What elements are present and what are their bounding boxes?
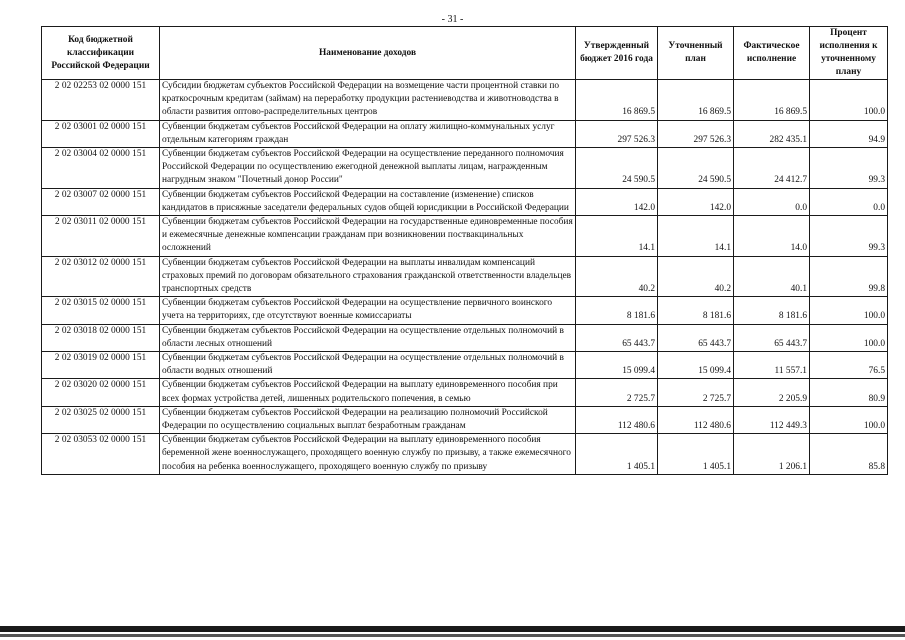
table-row: [42, 297, 888, 324]
cell-percent: 100.0: [810, 80, 888, 121]
cell-revised: 112 480.6: [658, 406, 734, 433]
cell-approved: 2 725.7: [576, 379, 658, 406]
cell-actual: 282 435.1: [734, 120, 810, 147]
cell-revised: 8 181.6: [658, 297, 734, 324]
header-actual: Фактическое исполнение: [734, 27, 810, 80]
cell-revised: 16 869.5: [658, 80, 734, 121]
cell-code: 2 02 03053 02 0000 151: [42, 434, 160, 475]
cell-name: Субвенции бюджетам субъектов Российской Федерации на составление (изменение) списков кандидатов в присяжные заседатели федеральных судов общей юрисдикции в Российской Федерации: [160, 188, 576, 215]
header-approved: Утвержденный бюджет 2016 года: [576, 27, 658, 80]
cell-actual: 24 412.7: [734, 148, 810, 189]
cell-approved: 65 443.7: [576, 324, 658, 351]
income-table: [41, 26, 888, 475]
page-number: - 31 -: [441, 14, 464, 25]
cell-name: Субвенции бюджетам субъектов Российской Федерации на осуществление переданного полномочия Российской Федерации по осуществлению ежегодной денежной выплаты лицам, награжденным нагрудным знаком "Почетный донор России": [160, 148, 576, 189]
cell-actual: 11 557.1: [734, 352, 810, 379]
cell-actual: 2 205.9: [734, 379, 810, 406]
cell-code: 2 02 03001 02 0000 151: [42, 120, 160, 147]
cell-percent: 76.5: [810, 352, 888, 379]
cell-percent: 100.0: [810, 406, 888, 433]
cell-code: 2 02 03020 02 0000 151: [42, 379, 160, 406]
header-percent: Процент исполнения к уточненному плану: [810, 27, 888, 80]
cell-code: 2 02 03004 02 0000 151: [42, 148, 160, 189]
scan-edge-bar-thin: [0, 634, 905, 637]
cell-code: 2 02 03012 02 0000 151: [42, 256, 160, 297]
cell-approved: 16 869.5: [576, 80, 658, 121]
cell-name: Субвенции бюджетам субъектов Российской Федерации на осуществление первичного воинского учета на территориях, где отсутствуют военные комиссариаты: [160, 297, 576, 324]
table-row: [42, 216, 888, 257]
scan-edge-bar: [0, 626, 905, 632]
cell-approved: 15 099.4: [576, 352, 658, 379]
cell-approved: 1 405.1: [576, 434, 658, 475]
table-row: [42, 120, 888, 147]
cell-actual: 112 449.3: [734, 406, 810, 433]
cell-code: 2 02 03018 02 0000 151: [42, 324, 160, 351]
cell-code: 2 02 03011 02 0000 151: [42, 216, 160, 257]
cell-code: 2 02 02253 02 0000 151: [42, 80, 160, 121]
table-header-row: [42, 27, 888, 80]
cell-approved: 112 480.6: [576, 406, 658, 433]
cell-revised: 2 725.7: [658, 379, 734, 406]
cell-percent: 99.8: [810, 256, 888, 297]
table-row: [42, 80, 888, 121]
cell-name: Субсидии бюджетам субъектов Российской Федерации на возмещение части процентной ставки по краткосрочным кредитам (займам) на переработку продукции растениеводства и животноводства в области развития оптово-распределительных центров: [160, 80, 576, 121]
cell-code: 2 02 03025 02 0000 151: [42, 406, 160, 433]
cell-name: Субвенции бюджетам субъектов Российской Федерации на осуществление отдельных полномочий в области водных отношений: [160, 352, 576, 379]
cell-revised: 14.1: [658, 216, 734, 257]
cell-name: Субвенции бюджетам субъектов Российской Федерации на осуществление отдельных полномочий в области лесных отношений: [160, 324, 576, 351]
cell-name: Субвенции бюджетам субъектов Российской Федерации на выплату единовременного пособия беременной жене военнослужащего, проходящего военную службу по призыву, а также ежемесячного пособия на ребенка военнослужащего, проходящего военную службу по призыву: [160, 434, 576, 475]
cell-actual: 0.0: [734, 188, 810, 215]
cell-revised: 1 405.1: [658, 434, 734, 475]
table-row: [42, 188, 888, 215]
cell-name: Субвенции бюджетам субъектов Российской Федерации на выплаты инвалидам компенсаций страховых премий по договорам обязательного страхования гражданской ответственности владельцев транспортных средств: [160, 256, 576, 297]
cell-revised: 15 099.4: [658, 352, 734, 379]
table-body: [42, 80, 888, 475]
cell-percent: 99.3: [810, 216, 888, 257]
cell-name: Субвенции бюджетам субъектов Российской Федерации на государственные единовременные пособия и ежемесячные денежные компенсации гражданам при возникновении поствакцинальных осложнений: [160, 216, 576, 257]
cell-actual: 16 869.5: [734, 80, 810, 121]
cell-revised: 297 526.3: [658, 120, 734, 147]
cell-name: Субвенции бюджетам субъектов Российской Федерации на оплату жилищно-коммунальных услуг отдельным категориям граждан: [160, 120, 576, 147]
cell-percent: 85.8: [810, 434, 888, 475]
cell-name: Субвенции бюджетам субъектов Российской Федерации на выплату единовременного пособия при всех формах устройства детей, лишенных родительского попечения, в семью: [160, 379, 576, 406]
cell-revised: 65 443.7: [658, 324, 734, 351]
cell-percent: 94.9: [810, 120, 888, 147]
header-code: Код бюджетной классификации Российской Федерации: [42, 27, 160, 80]
table-row: [42, 379, 888, 406]
cell-actual: 1 206.1: [734, 434, 810, 475]
table-row: [42, 406, 888, 433]
cell-revised: 40.2: [658, 256, 734, 297]
cell-revised: 24 590.5: [658, 148, 734, 189]
cell-approved: 40.2: [576, 256, 658, 297]
table-row: [42, 434, 888, 475]
cell-approved: 142.0: [576, 188, 658, 215]
cell-approved: 14.1: [576, 216, 658, 257]
header-revised: Уточненный план: [658, 27, 734, 80]
cell-actual: 65 443.7: [734, 324, 810, 351]
cell-code: 2 02 03019 02 0000 151: [42, 352, 160, 379]
cell-actual: 14.0: [734, 216, 810, 257]
table-row: [42, 256, 888, 297]
cell-percent: 99.3: [810, 148, 888, 189]
cell-actual: 40.1: [734, 256, 810, 297]
cell-actual: 8 181.6: [734, 297, 810, 324]
cell-percent: 0.0: [810, 188, 888, 215]
cell-percent: 100.0: [810, 324, 888, 351]
table-row: [42, 352, 888, 379]
cell-percent: 100.0: [810, 297, 888, 324]
table-row: [42, 148, 888, 189]
cell-code: 2 02 03015 02 0000 151: [42, 297, 160, 324]
table-row: [42, 324, 888, 351]
cell-approved: 8 181.6: [576, 297, 658, 324]
cell-revised: 142.0: [658, 188, 734, 215]
cell-name: Субвенции бюджетам субъектов Российской Федерации на реализацию полномочий Российской Федерации по осуществлению социальных выплат безработным гражданам: [160, 406, 576, 433]
cell-code: 2 02 03007 02 0000 151: [42, 188, 160, 215]
cell-approved: 297 526.3: [576, 120, 658, 147]
cell-approved: 24 590.5: [576, 148, 658, 189]
header-name: Наименование доходов: [160, 27, 576, 80]
cell-percent: 80.9: [810, 379, 888, 406]
